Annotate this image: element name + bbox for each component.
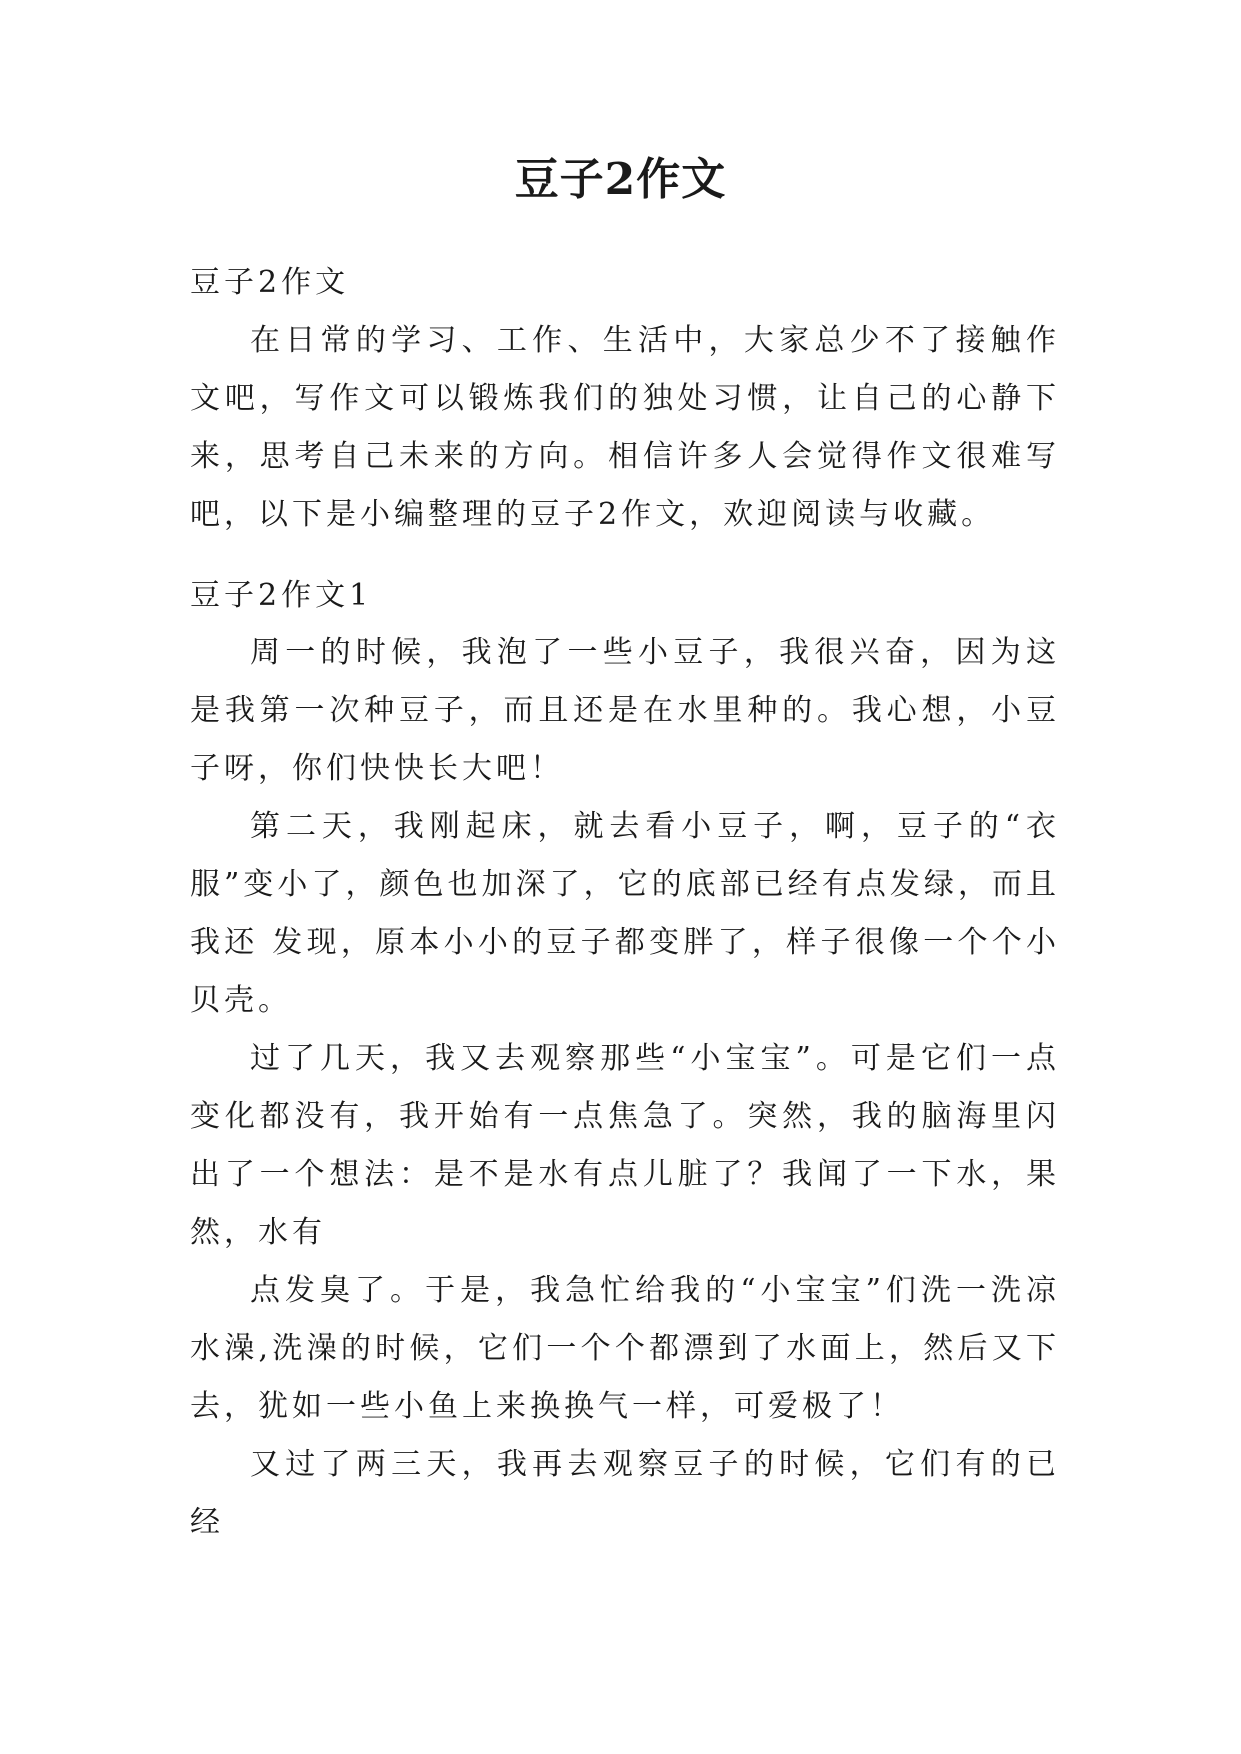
essay1-body: [190, 624, 1060, 1552]
intro-paragraph: 在日常的学习、工作、生活中，大家总少不了接触作文吧，写作文可以锻炼我们的独处习惯，让自己的心静下来，思考自己未来的方向。相信许多人会觉得作文很难写吧，以下是小编整理的豆子2作文，欢迎阅读与收藏。: [190, 323, 1060, 532]
essay1-paragraph: 过了几天，我又去观察那些“小宝宝”。可是它们一点变化都没有，我开始有一点焦急了。突然，我的脑海里闪出了一个想法：是不是水有点儿脏了？我闻了一下水，果然，水有: [190, 1041, 1060, 1250]
essay1-paragraph: 周一的时候，我泡了一些小豆子，我很兴奋，因为这是我第一次种豆子，而且还是在水里种的。我心想，小豆子呀，你们快快长大吧！: [190, 635, 1060, 786]
essay1-paragraph: 又过了两三天，我再去观察豆子的时候，它们有的已经: [190, 1447, 1060, 1540]
essay1-paragraph: 点发臭了。于是，我急忙给我的“小宝宝”们洗一洗凉水澡,洗澡的时候，它们一个个都漂到了水面上，然后又下去，犹如一些小鱼上来换换气一样，可爱极了！: [190, 1273, 1060, 1424]
essay1-heading: 豆子2作文1: [190, 578, 373, 613]
intro-heading: 豆子2作文: [190, 265, 350, 300]
essay1-paragraph: 第二天，我刚起床，就去看小豆子，啊，豆子的“衣服”变小了，颜色也加深了，它的底部已经有点发绿，而且我还 发现，原本小小的豆子都变胖了，样子很像一个个小贝壳。: [190, 809, 1060, 1018]
intro-section: [190, 312, 1060, 544]
document-title: 豆子2作文: [514, 154, 727, 205]
